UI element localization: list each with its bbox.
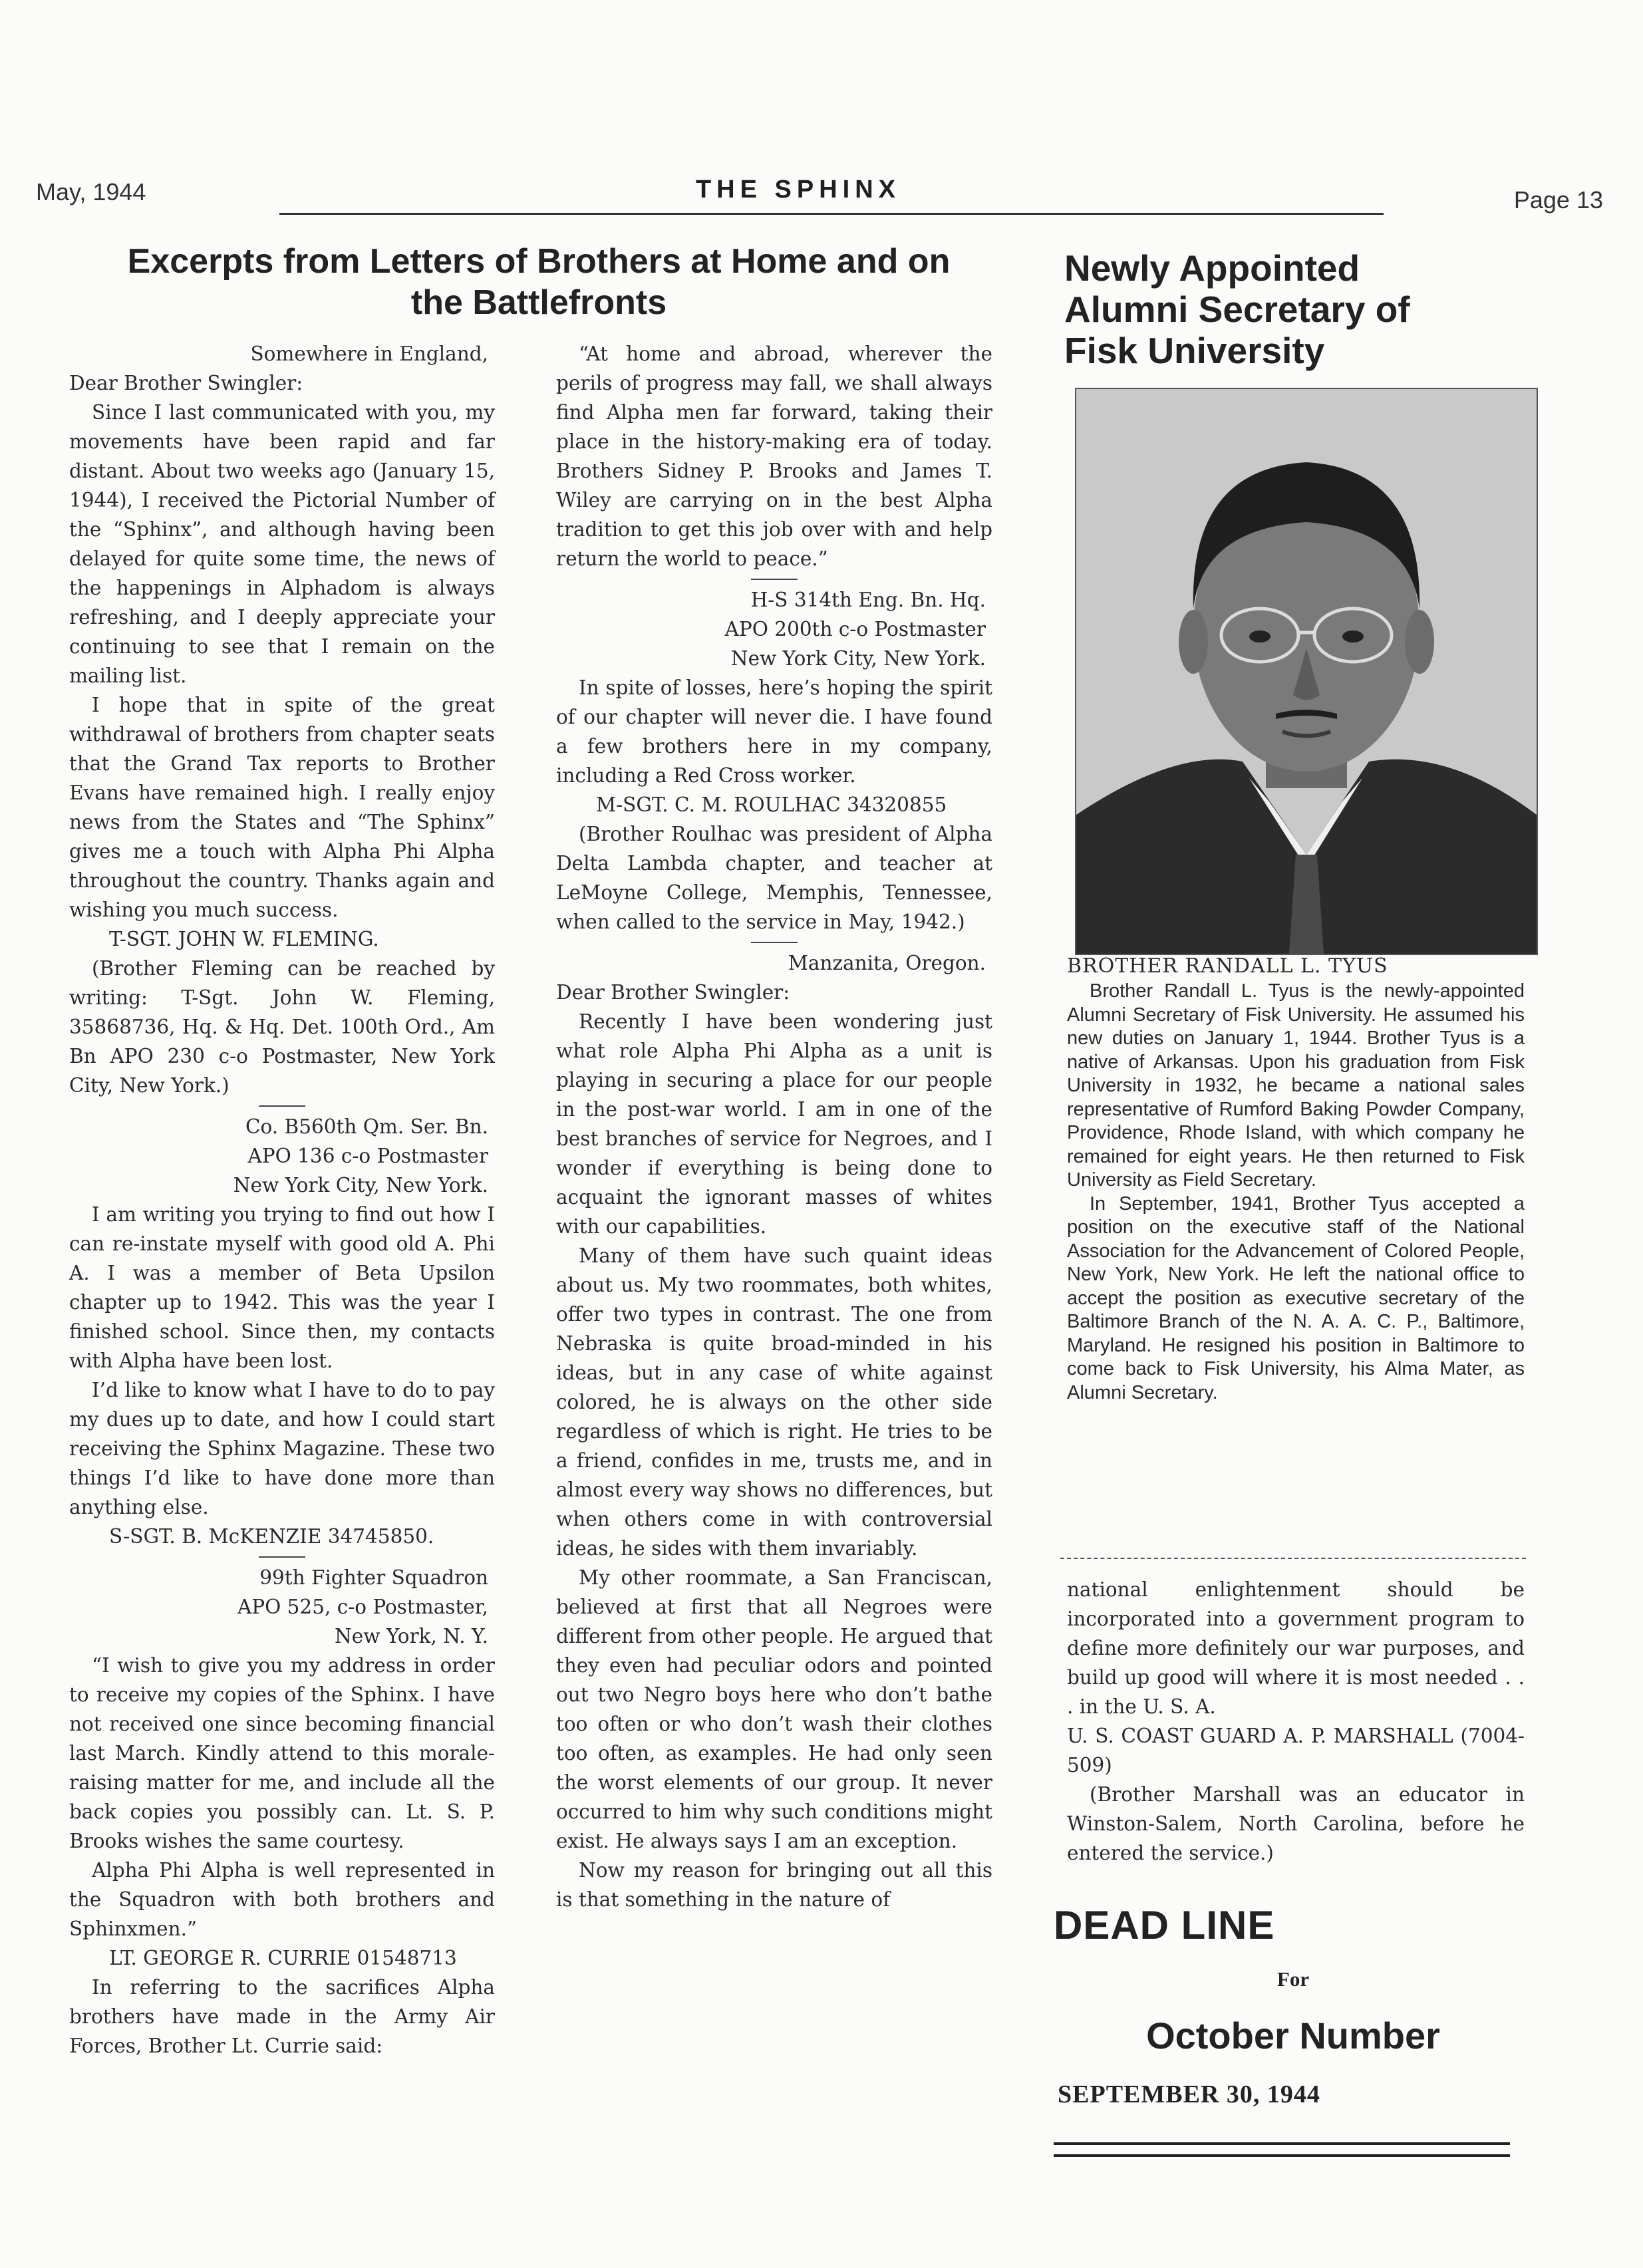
sidebar-continuation — [1067, 1575, 1525, 1868]
header-rule — [279, 213, 1384, 215]
deadline-box — [1054, 1901, 1533, 2157]
separator-rule — [259, 1556, 305, 1558]
photo-caption: BROTHER RANDALL L. TYUS — [1067, 954, 1388, 978]
letter5-paragraph: My other roommate, a San Franciscan, believed at first that all Negroes were different from other people. He argued that they even had peculiar odors and pointed out two Negro boys here who don’t bathe too often or who don’t wash their clothes too often, as examples. He had only seen the worst elements of our group. It never occurred to him why such conditions might exist. He always says I am an exception. — [556, 1566, 992, 1852]
sidebar-headline-line1: Newly Appointed — [1064, 247, 1360, 289]
letter1-paragraph: I hope that in spite of the great withdrawal of brothers from chapter seats that the Grand Tax reports to Brother Evans have remained high. I really enjoy news from the States and “The Sphinx” gives me a touch with Alpha Phi Alpha throughout the country. Thanks again and wishing you much success. — [69, 694, 495, 921]
deadline-title: DEAD LINE — [1054, 1903, 1275, 1947]
letter4-address: H-S 314th Eng. Bn. Hq. — [750, 589, 986, 611]
column-1 — [69, 339, 495, 2060]
issue-date: May, 1944 — [36, 178, 146, 206]
publication-title: THE SPHINX — [695, 176, 901, 204]
letter1-note: (Brother Fleming can be reached by writing: T-Sgt. John W. Fleming, 35868736, Hq. & Hq. Det. 100th Ord., Am Bn APO 230 c-o Postmaster, New York City, New York.) — [69, 957, 495, 1097]
deadline-for: For — [1276, 1967, 1310, 1991]
letter2-address: Co. B560th Qm. Ser. Bn. — [245, 1115, 488, 1138]
letter3-address: APO 525, c-o Postmaster, — [237, 1596, 488, 1618]
letter1-place: Somewhere in England, — [250, 343, 488, 365]
separator-rule — [751, 942, 798, 943]
main-headline — [40, 241, 1038, 323]
letter5-paragraph: Recently I have been wondering just what role Alpha Phi Alpha as a unit is playing in securing a place for our people in the post-war world. I am in one of the best branches of service for Negroes, and I wonder if everything is being done to acquaint the ignorant masses of whites with our capabilities. — [556, 1010, 992, 1238]
deadline-double-rule — [1054, 2142, 1510, 2157]
letter4-paragraph: In spite of losses, here’s hoping the spirit of our chapter will never die. I have found a few brothers here in my company, including a Red Cross worker. — [556, 676, 992, 787]
separator-rule — [751, 579, 798, 580]
sidebar-column — [1067, 953, 1525, 1405]
letter5-paragraph: Now my reason for bringing out all this is that something in the nature of — [556, 1859, 992, 1911]
letter1-paragraph: Since I last communicated with you, my movements have been rapid and far distant. About two weeks ago (January 15, 1944), I received the Pictorial Number of the “Sphinx”, and although having been delayed for quite some time, the news of the happenings in Alphadom is always refreshing, and I deeply appreciate your continuing to see that I remain on the mailing list. — [69, 401, 495, 687]
letter1-signature: T-SGT. JOHN W. FLEMING. — [109, 928, 379, 950]
portrait-photo — [1075, 388, 1538, 955]
letter2-signature: S-SGT. B. McKENZIE 34745850. — [109, 1525, 434, 1548]
deadline-date: SEPTEMBER 30, 1944 — [1058, 2080, 1320, 2108]
bio-paragraph: Brother Randall L. Tyus is the newly-appointed Alumni Secretary of Fisk University. He assumed his new duties on January 1, 1944. Brother Tyus is a native of Arkansas. Upon his graduation from Fisk University in 1932, he became a national sales representative of Rumford Baking Powder Company, Providence, Rhode Island, with which company he remained for eight years. He then returned to Fisk University as Field Secretary. — [1067, 980, 1525, 1191]
letter5-salutation: Dear Brother Swingler: — [556, 981, 790, 1004]
main-headline-line2: the Battlefronts — [410, 283, 667, 322]
bio-paragraph: In September, 1941, Brother Tyus accepted a position on the executive staff of the National Association for the Advancement of Colored People, New York, New York. He left the national office to accept the position as executive secretary of the Baltimore Branch of the N. A. A. C. P., Baltimore, Maryland. He resigned his position in Baltimore to come back to Fisk University, his Alma Mater, as Alumni Secretary. — [1067, 1193, 1525, 1403]
continuation-signature: U. S. COAST GUARD A. P. MARSHALL (7004-509) — [1067, 1725, 1525, 1776]
letter3-paragraph: “I wish to give you my address in order to receive my copies of the Sphinx. I have not received one since becoming financial last March. Kindly attend to this morale-raising matter for me, and include all the back copies you possibly can. Lt. S. P. Brooks wishes the same courtesy. — [69, 1654, 495, 1852]
letter4-address: New York City, New York. — [730, 647, 986, 670]
portrait-illustration — [1076, 389, 1537, 954]
letter3-address: New York, N. Y. — [334, 1625, 488, 1647]
letter1-salutation: Dear Brother Swingler: — [69, 372, 303, 394]
letter3-quote: “At home and abroad, wherever the perils of progress may fall, we shall always find Alpha men far forward, taking their place in the history-making era of today. Brothers Sidney P. Brooks and James T. Wiley are carrying on in the best Alpha tradition to get this job over with and help return the world to peace.” — [556, 343, 992, 570]
main-headline-line1: Excerpts from Letters of Brothers at Home and on — [127, 242, 951, 281]
letter3-address: 99th Fighter Squadron — [259, 1566, 488, 1589]
letter2-paragraph: I’d like to know what I have to do to pay my dues up to date, and how I could start receiving the Sphinx Magazine. These two things I’d like to have done more than anything else. — [69, 1379, 495, 1518]
letter3-paragraph: In referring to the sacrifices Alpha brothers have made in the Army Air Forces, Brother Lt. Currie said: — [69, 1976, 495, 2057]
letter2-paragraph: I am writing you trying to find out how I can re-instate myself with good old A. Phi A. I was a member of Beta Upsilon chapter up to 1942. This was the year I finished school. Since then, my contacts with Alpha have been lost. — [69, 1203, 495, 1372]
deadline-issue: October Number — [1146, 2015, 1440, 2056]
sidebar-headline — [1064, 247, 1583, 371]
letter5-place: Manzanita, Oregon. — [788, 952, 986, 974]
letter4-note: (Brother Roulhac was president of Alpha Delta Lambda chapter, and teacher at LeMoyne College, Memphis, Tennessee, when called to the service in May, 1942.) — [556, 823, 992, 933]
continuation-note: (Brother Marshall was an educator in Winston-Salem, North Carolina, before he entered the service.) — [1067, 1783, 1525, 1864]
separator-rule — [259, 1105, 305, 1107]
letter3-paragraph: Alpha Phi Alpha is well represented in the Squadron with both brothers and Sphinxmen.” — [69, 1859, 495, 1940]
page-number: Page 13 — [1513, 186, 1603, 213]
sidebar-headline-line2: Alumni Secretary of — [1064, 289, 1410, 330]
letter4-signature: M-SGT. C. M. ROULHAC 34320855 — [596, 793, 947, 816]
letter3-signature: LT. GEORGE R. CURRIE 01548713 — [109, 1947, 457, 1969]
letter5-paragraph: Many of them have such quaint ideas about us. My two roommates, both whites, offer two types in contrast. The one from Nebraska is quite broad-minded in his ideas, but in any case of white against colored, he is always on the other side regardless of which is right. He tries to be a friend, confides in me, trusts me, and in almost every way shows no differences, but when others come in with controversial ideas, he sides with them invariably. — [556, 1244, 992, 1560]
letter4-address: APO 200th c-o Postmaster — [724, 618, 986, 640]
continuation-paragraph: national enlightenment should be incorporated into a government program to define more definitely our war purposes, and build up good will where it is most needed . . . in the U. S. A. — [1067, 1578, 1525, 1718]
dashed-separator — [1060, 1558, 1526, 1559]
sidebar-headline-line3: Fisk University — [1064, 330, 1325, 371]
letter2-address: APO 136 c-o Postmaster — [247, 1145, 488, 1167]
column-2 — [556, 339, 992, 1914]
letter2-address: New York City, New York. — [233, 1174, 488, 1197]
